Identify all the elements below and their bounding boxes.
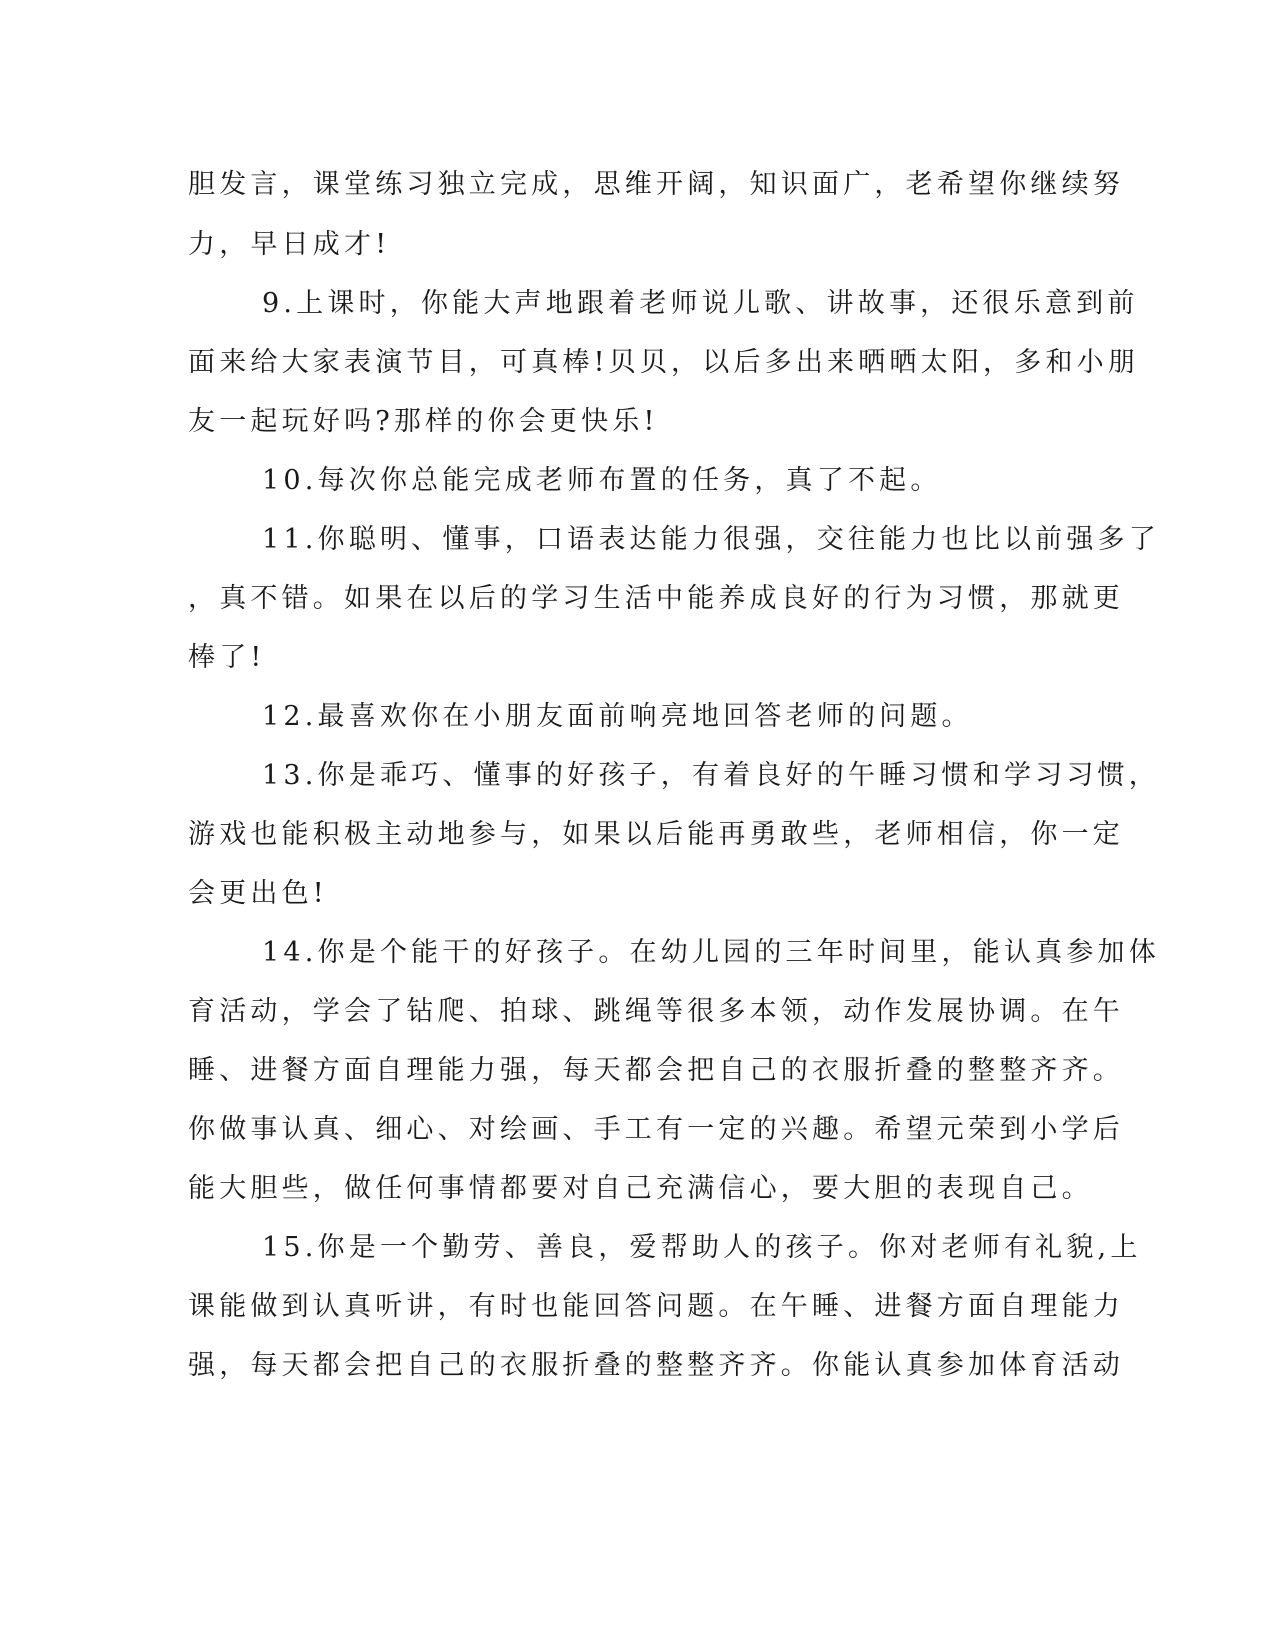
- text-line: ，真不错。如果在以后的学习生活中能养成良好的行为习惯，那就更: [188, 583, 1124, 614]
- text-line: 胆发言，课堂练习独立完成，思维开阔，知识面广，老希望你继续努: [188, 169, 1124, 200]
- paragraph-10-start: 10.每次你总能完成老师布置的任务，真了不起。: [262, 465, 942, 496]
- text-line: 你做事认真、细心、对绘画、手工有一定的兴趣。希望元荣到小学后: [188, 1114, 1124, 1145]
- paragraph-13-start: 13.你是乖巧、懂事的好孩子，有着良好的午睡习惯和学习习惯，: [262, 760, 1160, 791]
- paragraph-12-start: 12.最喜欢你在小朋友面前响亮地回答老师的问题。: [262, 701, 973, 732]
- text-line: 睡、进餐方面自理能力强，每天都会把自己的衣服折叠的整整齐齐。: [188, 1055, 1124, 1086]
- paragraph-11-start: 11.你聪明、懂事，口语表达能力很强，交往能力也比以前强多了: [262, 524, 1160, 555]
- text-line: 课能做到认真听讲，有时也能回答问题。在午睡、进餐方面自理能力: [188, 1291, 1124, 1322]
- text-line: 能大胆些，做任何事情都要对自己充满信心，要大胆的表现自己。: [188, 1173, 1093, 1204]
- text-line: 友一起玩好吗?那样的你会更快乐!: [188, 406, 659, 437]
- text-line: 强，每天都会把自己的衣服折叠的整整齐齐。你能认真参加体育活动: [188, 1350, 1124, 1381]
- text-line: 游戏也能积极主动地参与，如果以后能再勇敢些，老师相信，你一定: [188, 819, 1124, 850]
- text-line: 棒了!: [188, 642, 266, 673]
- text-line: 面来给大家表演节目，可真棒!贝贝，以后多出来晒晒太阳，多和小朋: [188, 347, 1140, 378]
- text-line: 力，早日成才!: [188, 229, 391, 260]
- text-line: 育活动，学会了钻爬、拍球、跳绳等很多本领，动作发展协调。在午: [188, 996, 1124, 1027]
- paragraph-15-start: 15.你是一个勤劳、善良，爱帮助人的孩子。你对老师有礼貌,上: [262, 1232, 1142, 1263]
- text-line: 会更出色!: [188, 878, 328, 909]
- paragraph-9-start: 9.上课时，你能大声地跟着老师说儿歌、讲故事，还很乐意到前: [262, 288, 1139, 319]
- paragraph-14-start: 14.你是个能干的好孩子。在幼儿园的三年时间里，能认真参加体: [262, 937, 1160, 968]
